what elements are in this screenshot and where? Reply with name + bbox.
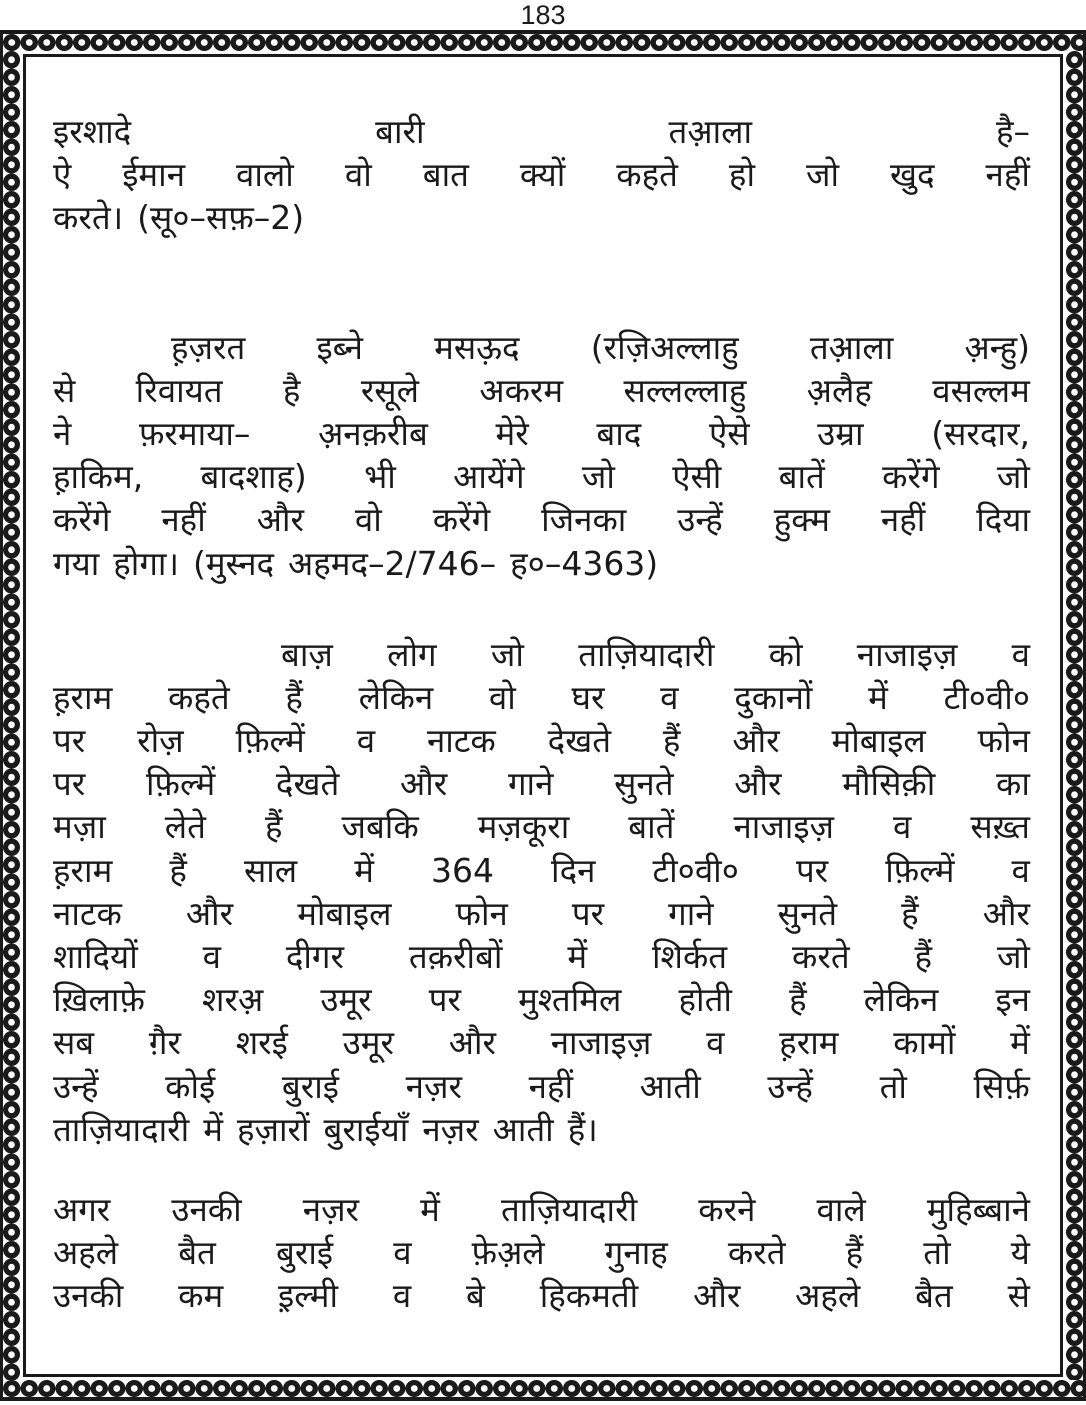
- word: बातें: [778, 457, 825, 497]
- word: हिकमती: [539, 1276, 639, 1316]
- star-border-left: [3, 51, 20, 1380]
- word: वालो: [236, 155, 294, 195]
- word: वो: [344, 155, 372, 195]
- word: ह़राम: [53, 850, 113, 890]
- word: पर: [428, 980, 462, 1020]
- word: रोज़: [137, 721, 184, 761]
- word: ऐ: [53, 155, 72, 195]
- star-border-top: [3, 34, 1083, 51]
- text-line: [53, 1021, 1030, 1064]
- word: और: [693, 1276, 741, 1316]
- paragraph-conclusion: [53, 1188, 1030, 1318]
- star-border-bottom: [3, 1380, 1083, 1397]
- word: मसऊ़द: [434, 327, 520, 367]
- word: गाने: [507, 764, 554, 804]
- text-line: [53, 498, 1030, 541]
- word: हैं: [264, 807, 283, 847]
- word: को: [768, 634, 803, 674]
- word: जो: [996, 937, 1030, 976]
- word: व: [660, 677, 679, 717]
- word: नहीं: [985, 155, 1030, 195]
- word: हो: [728, 155, 755, 195]
- paragraph-gap: [53, 1151, 1030, 1188]
- text-line: [53, 849, 1030, 892]
- word: शरई: [235, 1023, 288, 1063]
- word: व: [393, 1233, 412, 1273]
- word: उम्रा: [817, 413, 864, 453]
- word: आयेंगे: [453, 457, 525, 497]
- word: हैं।: [567, 1109, 598, 1149]
- word: फोन: [977, 721, 1030, 761]
- word: नज़र: [422, 1109, 479, 1149]
- word: जो: [490, 634, 524, 674]
- word: करने: [698, 1189, 756, 1229]
- word: उमूर: [342, 1023, 394, 1063]
- word: और: [256, 500, 304, 540]
- word: लेते: [164, 807, 206, 847]
- word: करते: [792, 937, 850, 976]
- word: ऐसे: [708, 413, 750, 453]
- word: गुनाह: [604, 1233, 668, 1273]
- word: इन: [995, 980, 1030, 1020]
- word: आती: [492, 1109, 554, 1149]
- paragraph-critique: [53, 633, 1030, 1151]
- word: बाज़: [281, 634, 333, 674]
- word: जिनका: [541, 500, 627, 540]
- word: तआ़ला: [809, 327, 894, 367]
- word: ह०–4363): [510, 543, 659, 583]
- word: व: [1011, 850, 1030, 890]
- word: करेंगे: [53, 500, 111, 540]
- word: जो: [996, 457, 1030, 497]
- word: नाजाइज़: [550, 1023, 652, 1063]
- word: (सरदार,: [931, 413, 1030, 453]
- word: मुहिब्बाने: [926, 1189, 1030, 1229]
- word: बे: [466, 1276, 485, 1316]
- word: अकरम: [479, 370, 564, 410]
- paragraph-quran-intro: [53, 110, 1030, 240]
- word: उन्हें: [767, 1066, 813, 1106]
- word: में: [420, 1189, 440, 1229]
- text-line: [53, 542, 1030, 585]
- text-line: [53, 762, 1030, 805]
- word: कहते: [168, 677, 230, 717]
- text-line: [53, 1065, 1030, 1108]
- word: व: [392, 1276, 412, 1316]
- word: में: [567, 937, 588, 976]
- word: हज़ारों: [236, 1109, 310, 1149]
- word: बुराई: [281, 1066, 339, 1106]
- word: उमूर: [320, 980, 372, 1020]
- word: हुक्म: [773, 500, 830, 540]
- word: फ़ेअ़ले: [471, 1233, 545, 1273]
- word: कहते: [616, 155, 678, 195]
- word: बैत: [178, 1233, 216, 1273]
- word: बारी: [375, 112, 425, 151]
- word: करते।: [53, 198, 124, 238]
- word: ने: [53, 413, 72, 453]
- word: हैं: [914, 937, 933, 976]
- word: कामों: [893, 1023, 956, 1063]
- word: नाजाइज़: [856, 634, 958, 674]
- word: है–: [995, 112, 1030, 151]
- word: ह़राम: [53, 677, 113, 717]
- word: में: [203, 1109, 223, 1149]
- word: हैं: [169, 850, 187, 890]
- word: होती: [678, 980, 732, 1020]
- page-body: [53, 110, 1030, 1318]
- text-line: [53, 369, 1030, 412]
- word: दिन: [551, 850, 596, 890]
- word: (सू०–सफ़–2): [137, 198, 305, 238]
- word: सुनते: [614, 764, 674, 804]
- word: अहमद–2/746–: [288, 543, 497, 583]
- word: और: [448, 1023, 496, 1063]
- word: नाजाइज़: [733, 807, 835, 847]
- word: उन्हें: [53, 1066, 99, 1106]
- word: बात: [422, 155, 469, 195]
- word: वाले: [816, 1189, 866, 1229]
- word: नहीं: [161, 500, 206, 540]
- word: हैं: [662, 721, 681, 761]
- word: अ़न्हु): [964, 327, 1030, 367]
- word: देखते: [275, 764, 340, 804]
- word: सुनते: [777, 893, 838, 933]
- word: करेंगे: [432, 500, 491, 540]
- word: नज़र: [302, 1189, 360, 1229]
- word: होगा।: [113, 543, 179, 583]
- word: अ़नक़रीब: [318, 413, 428, 453]
- word: से: [53, 370, 76, 410]
- word: देखते: [547, 721, 611, 761]
- word: हैं: [845, 1233, 864, 1273]
- star-border-right: [1066, 51, 1083, 1380]
- word: जो: [581, 457, 615, 497]
- word: दिया: [976, 500, 1030, 540]
- word: ग़ैर: [148, 1023, 181, 1063]
- word: में: [1010, 1023, 1030, 1063]
- word: से: [1007, 1276, 1030, 1316]
- text-line: [53, 1188, 1030, 1231]
- word: लेकिन: [358, 677, 434, 717]
- text-line: [53, 633, 1030, 676]
- word: व: [356, 721, 376, 761]
- word: सिर्फ़: [973, 1066, 1030, 1106]
- word: आती: [639, 1066, 701, 1106]
- word: सब: [53, 1023, 95, 1063]
- word: ताज़ियादारी: [578, 634, 715, 674]
- word: फ़िल्में: [145, 764, 216, 804]
- word: ताज़ियादारी: [53, 1109, 190, 1149]
- word: करते: [727, 1233, 786, 1273]
- text-line: [53, 455, 1030, 498]
- text-line: [53, 1231, 1030, 1274]
- word: पर: [795, 850, 829, 890]
- text-line: [53, 1108, 1030, 1151]
- word: (मुस्नद: [192, 543, 275, 583]
- word: मौसिक़ी: [842, 764, 936, 804]
- word: बादशाह): [200, 457, 307, 497]
- page-number: 183: [520, 0, 566, 30]
- text-line: [53, 935, 1030, 978]
- word: ह़राम: [779, 1023, 839, 1063]
- word: उन्हें: [677, 500, 723, 540]
- word: बुराईयाँ: [323, 1109, 409, 1149]
- text-line: [53, 196, 1030, 239]
- word: और: [399, 764, 448, 804]
- word: लोग: [387, 634, 437, 674]
- word: पर: [53, 721, 86, 761]
- word: व: [202, 937, 221, 976]
- word: अ़लैह: [806, 370, 872, 410]
- text-line: [53, 326, 1030, 369]
- word: और: [732, 721, 780, 761]
- word: टी०वी०: [652, 850, 739, 890]
- text-line: [53, 153, 1030, 196]
- word: मुश्तमिल: [518, 980, 622, 1020]
- word: शिर्कत: [651, 937, 728, 976]
- word: तक़रीबों: [408, 937, 503, 976]
- word: मज़कूरा: [477, 807, 570, 847]
- word: मोबाइल: [297, 893, 392, 933]
- text-line: [53, 892, 1030, 935]
- word: लेकिन: [863, 980, 939, 1020]
- word: का: [996, 764, 1030, 804]
- word: 364: [431, 850, 494, 890]
- word: क्यों: [519, 155, 566, 195]
- word: मेरे: [495, 413, 529, 453]
- word: इब्ने: [316, 327, 363, 367]
- word: रसूले: [360, 370, 419, 410]
- word: सल्लल्लाहु: [623, 370, 747, 410]
- text-line: [53, 676, 1030, 719]
- word: अगर: [53, 1189, 111, 1229]
- word: व: [706, 1023, 725, 1063]
- word: फोन: [455, 893, 508, 933]
- word: पर: [571, 893, 605, 933]
- word: शादियों: [53, 937, 138, 976]
- text-line: [53, 1274, 1030, 1317]
- word: ख़िलाफ़े: [53, 980, 145, 1020]
- text-line: [53, 719, 1030, 762]
- word: तआ़ला: [668, 112, 752, 151]
- word: शरअ़: [202, 980, 264, 1020]
- word: ह़ज़रत: [171, 327, 246, 367]
- word: इरशादे: [53, 112, 132, 151]
- word: नाटक: [426, 721, 496, 761]
- word: हैं: [789, 980, 807, 1020]
- word: करेंगे: [882, 457, 940, 497]
- word: फ़रमाया–: [138, 413, 251, 453]
- word: घर: [571, 677, 605, 717]
- word: वसल्लम: [932, 370, 1030, 410]
- word: अहले: [53, 1233, 119, 1273]
- word: और: [982, 893, 1030, 933]
- word: ये: [1010, 1233, 1030, 1273]
- word: ह़ाकिम,: [53, 457, 144, 497]
- word: व: [893, 807, 912, 847]
- text-line: [53, 978, 1030, 1021]
- word: इ़ल्मी: [278, 1276, 339, 1316]
- word: मोबाइल: [831, 721, 926, 761]
- word: गाने: [668, 893, 714, 933]
- word: टी०वी०: [943, 677, 1030, 717]
- word: वो: [488, 677, 516, 717]
- word: अहले: [795, 1276, 861, 1316]
- word: मज़ा: [53, 807, 106, 847]
- word: फ़िल्में: [235, 721, 305, 761]
- word: कम: [178, 1276, 224, 1316]
- word: सख़्त: [970, 807, 1030, 847]
- word: दीगर: [285, 937, 345, 976]
- paragraph-gap: [53, 240, 1030, 326]
- word: भी: [364, 457, 396, 497]
- word: ताज़ियादारी: [500, 1189, 638, 1229]
- word: व: [1011, 634, 1030, 674]
- word: वो: [354, 500, 382, 540]
- text-line: [53, 805, 1030, 848]
- text-line: [53, 412, 1030, 455]
- word: है: [282, 370, 301, 410]
- word: और: [185, 893, 234, 933]
- word: तो: [879, 1066, 907, 1106]
- word: बैत: [915, 1276, 953, 1316]
- word: साल: [243, 850, 298, 890]
- word: तो: [923, 1233, 951, 1273]
- word: रिवायत: [135, 370, 223, 410]
- paragraph-hadith: [53, 326, 1030, 585]
- word: नाटक: [53, 893, 122, 933]
- word: और: [734, 764, 782, 804]
- word: बातें: [628, 807, 675, 847]
- word: गया: [53, 543, 100, 583]
- word: उनकी: [171, 1189, 242, 1229]
- word: (रज़िअल्लाहु: [590, 327, 739, 367]
- word: जो: [805, 155, 840, 195]
- word: जबकि: [341, 807, 419, 847]
- word: खुद: [890, 155, 935, 195]
- text-line: [53, 110, 1030, 153]
- word: फ़िल्में: [885, 850, 955, 890]
- word: हैं: [285, 677, 303, 717]
- word: ईमान: [122, 155, 186, 195]
- word: नहीं: [528, 1066, 574, 1106]
- word: उनकी: [53, 1276, 124, 1316]
- word: में: [868, 677, 888, 717]
- word: नज़र: [405, 1066, 462, 1106]
- word: हैं: [901, 893, 919, 933]
- word: नहीं: [880, 500, 926, 540]
- word: कोई: [165, 1066, 216, 1106]
- word: बाद: [596, 413, 642, 453]
- word: दुकानों: [734, 677, 813, 717]
- word: ऐसी: [672, 457, 722, 497]
- word: पर: [53, 764, 86, 804]
- paragraph-gap: [53, 585, 1030, 633]
- word: में: [354, 850, 374, 890]
- word: बुराई: [275, 1233, 334, 1273]
